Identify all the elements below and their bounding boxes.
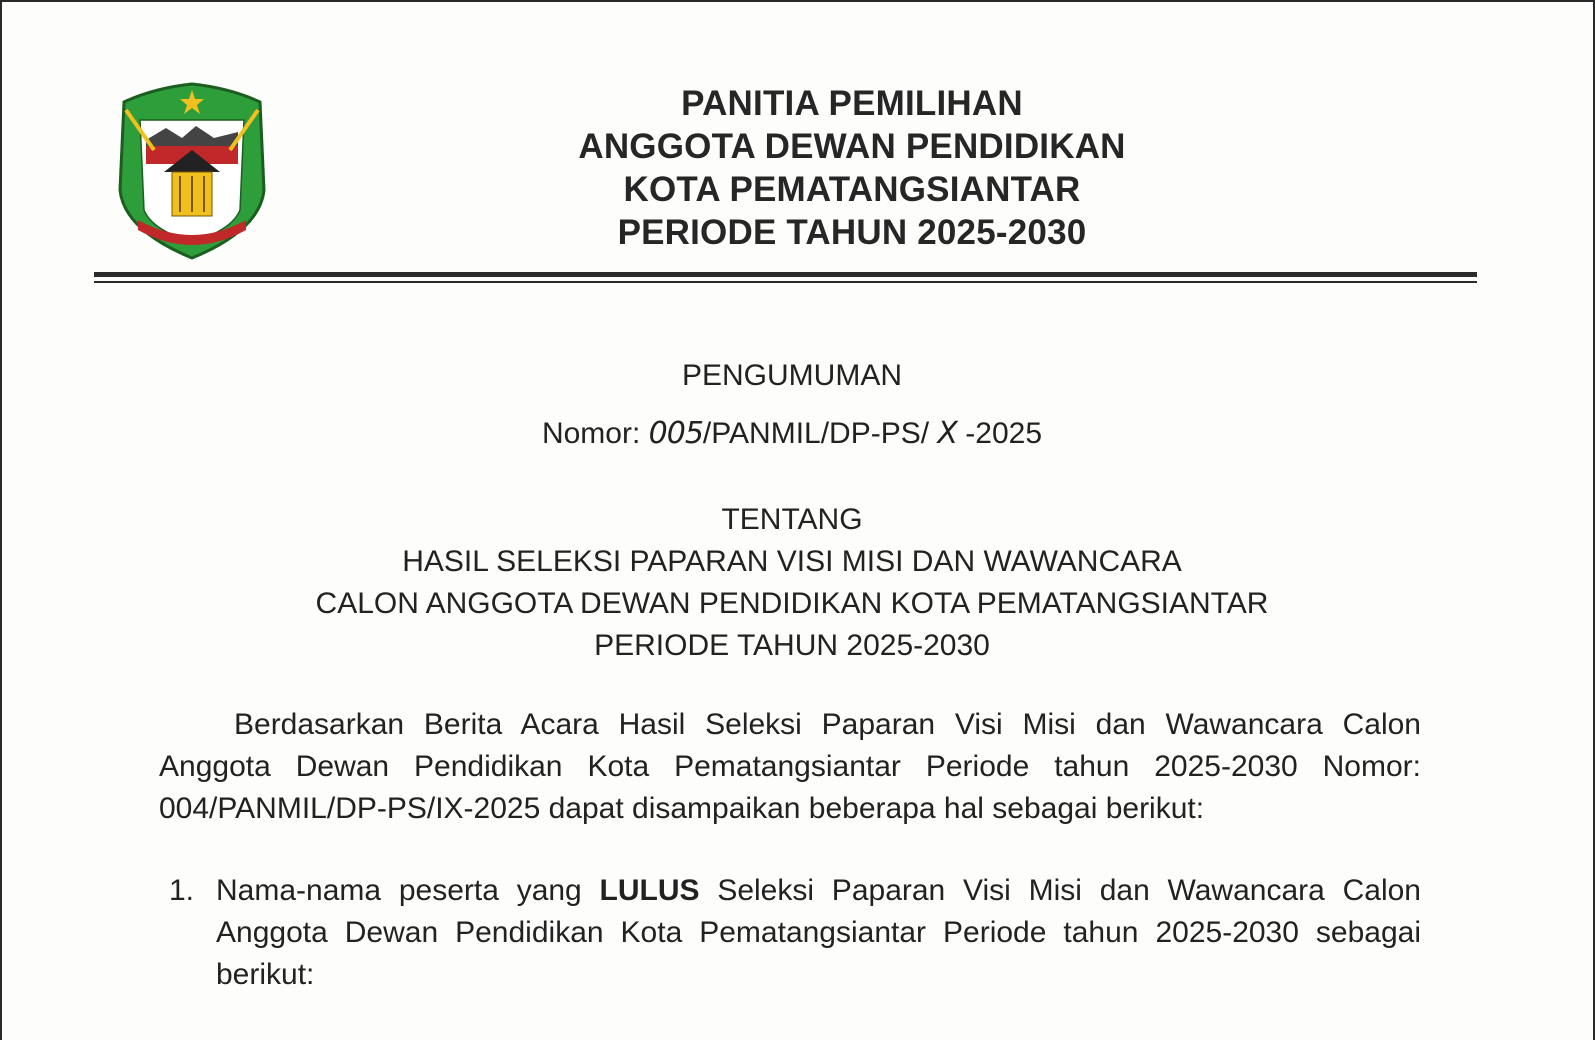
document-page bbox=[2, 2, 1593, 1040]
letterhead-divider-thin bbox=[94, 281, 1477, 283]
subject-line-1: HASIL SELEKSI PAPARAN VISI MISI DAN WAWANCARA bbox=[402, 545, 1182, 578]
body-paragraph: Berdasarkan Berita Acara Hasil Seleksi Paparan Visi Misi dan Wawancara Calon Anggota Dewan Pendidikan Kota Pematangsiantar Periode tahun 2025-2030 Nomor: 004/PANMIL/DP-PS/IX-2025 dapat disampaikan beberapa hal sebagai berikut: bbox=[159, 708, 1421, 825]
number-suffix: -2025 bbox=[956, 417, 1043, 450]
number-middle: /PANMIL/DP-PS/ bbox=[702, 417, 938, 450]
subject-tentang: TENTANG bbox=[721, 503, 863, 536]
list-item-text bbox=[216, 870, 1421, 996]
subject-line-3: PERIODE TAHUN 2025-2030 bbox=[594, 629, 990, 662]
letterhead-line-4: PERIODE TAHUN 2025-2030 bbox=[617, 213, 1087, 252]
city-emblem-logo bbox=[114, 80, 270, 262]
list-item bbox=[159, 870, 1421, 996]
letterhead-line-2: ANGGOTA DEWAN PENDIDIKAN bbox=[578, 127, 1126, 166]
numbered-list bbox=[159, 870, 1421, 996]
letterhead-line-3: KOTA PEMATANGSIANTAR bbox=[623, 170, 1081, 209]
number-prefix: Nomor: bbox=[541, 417, 649, 450]
letterhead bbox=[442, 82, 1262, 254]
list-item-text-before: Nama-nama peserta yang bbox=[216, 874, 600, 907]
number-handwritten-month: X bbox=[937, 416, 957, 451]
announcement-number bbox=[202, 416, 1382, 451]
number-handwritten-sequence: 005 bbox=[648, 416, 703, 451]
announcement-subject bbox=[202, 499, 1382, 667]
letterhead-divider-thick bbox=[94, 272, 1477, 277]
list-item-text-bold: LULUS bbox=[599, 874, 700, 907]
letterhead-line-1: PANITIA PEMILIHAN bbox=[681, 84, 1023, 123]
announcement-title: PENGUMUMAN bbox=[681, 359, 902, 392]
list-item-number: 1. bbox=[169, 874, 195, 907]
list-item-text-after: Seleksi Paparan Visi Misi dan Wawancara Calon Anggota Dewan Pendidikan Kota Pematangsiantar Periode tahun 2025-2030 sebagai berikut: bbox=[216, 874, 1421, 991]
subject-line-2: CALON ANGGOTA DEWAN PENDIDIKAN KOTA PEMATANGSIANTAR bbox=[315, 587, 1269, 620]
